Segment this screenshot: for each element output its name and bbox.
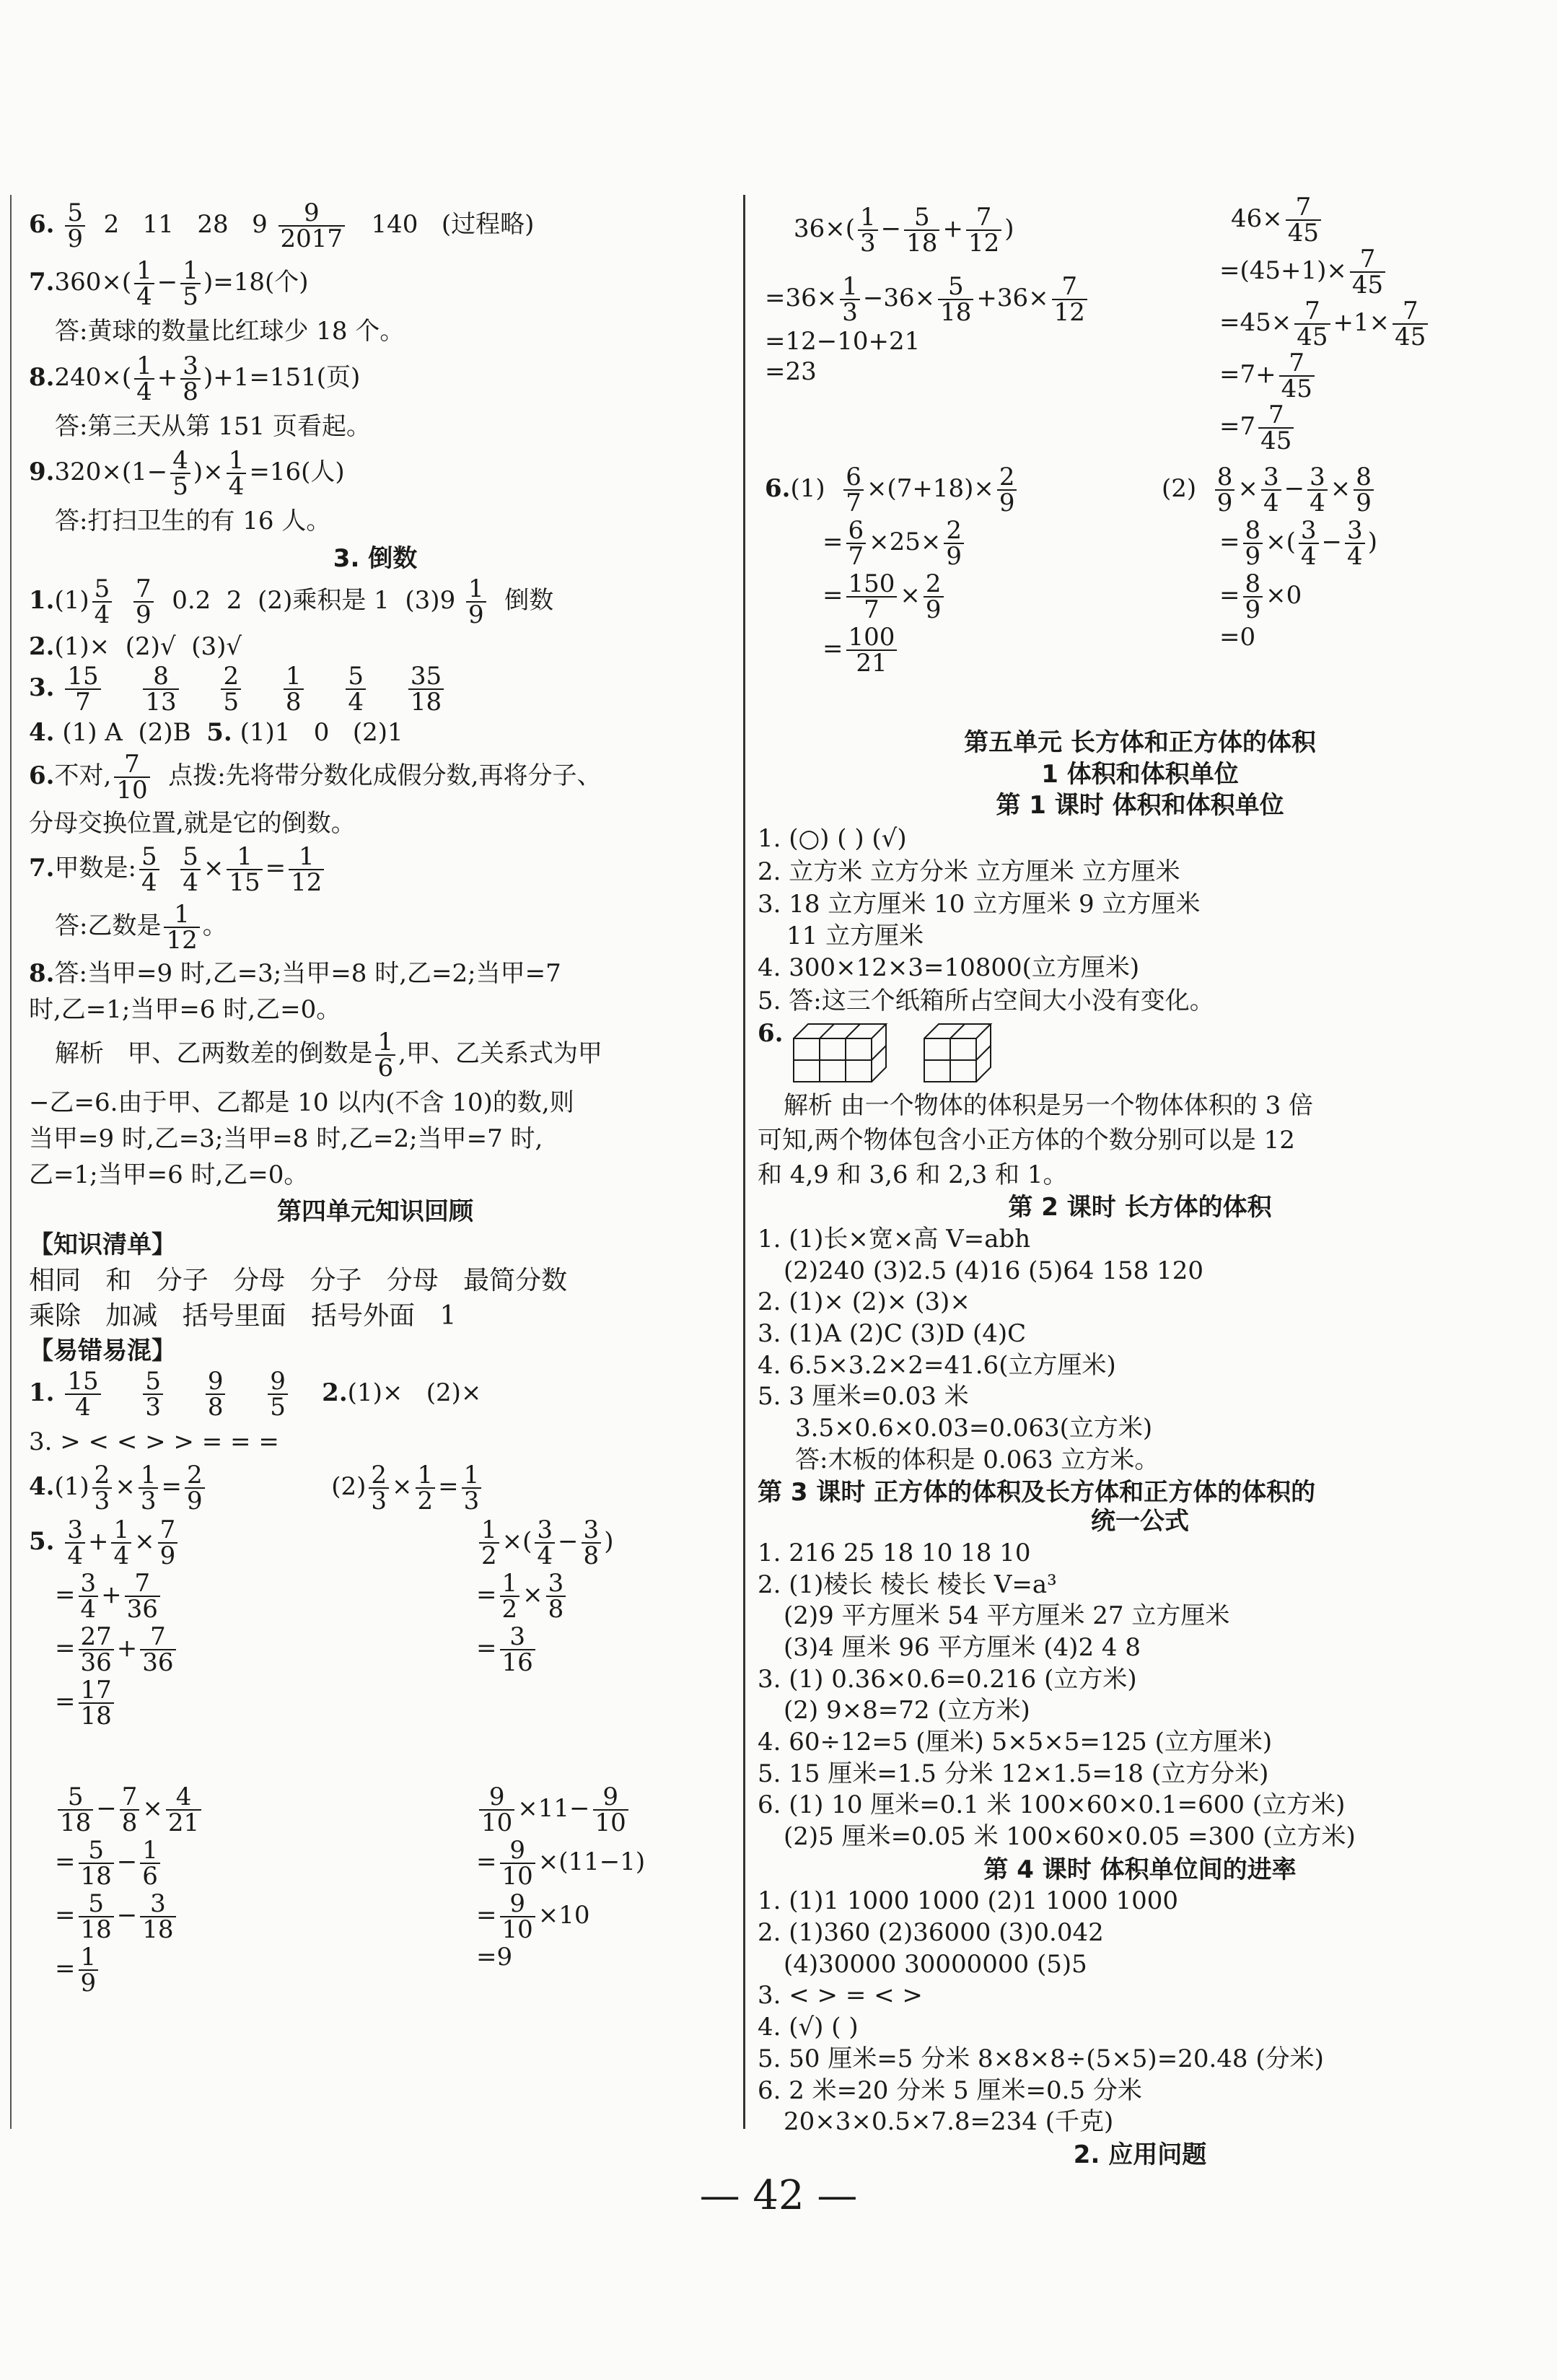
- knowledge-list-row-2: 乘除 加减 括号里面 括号外面 1: [29, 1301, 457, 1331]
- answer-9: 9.320×(1− $\frac{4}{5}$ )× $\frac{1}{4}$ =16(人): [29, 446, 345, 502]
- lesson-1-analysis-2: 可知,两个物体包含小正方体的个数分别可以是 12: [758, 1125, 1295, 1155]
- lesson-2-q4: 4. 6.5×3.2×2=41.6(立方厘米): [758, 1350, 1116, 1380]
- lesson-1-q4: 4. 300×12×3=10800(立方厘米): [758, 953, 1140, 982]
- lesson-3-q3: 3. (1) 0.36×0.6=0.216 (立方米): [758, 1664, 1137, 1694]
- left-margin-rule: [10, 195, 12, 2129]
- calc-r3-2: = $\frac{6}{7}$ ×25× $\frac{2}{9}$: [823, 518, 1019, 569]
- lesson-1-q6: 6.: [758, 1021, 1522, 1086]
- section-heading-unit4-review: 第四单元知识回顾: [277, 1197, 473, 1227]
- error-prone-label: 【易错易混】: [29, 1336, 176, 1366]
- reciprocal-8-cont: 时,乙=1;当甲=6 时,乙=0。: [29, 994, 341, 1024]
- lesson-1-q5: 5. 答:这三个纸箱所占空间大小没有变化。: [758, 986, 1214, 1015]
- reciprocal-8-analysis-4: 乙=1;当甲=6 时,乙=0。: [29, 1160, 309, 1189]
- error-4: 4.(1) $\frac{2}{3}$ × $\frac{1}{3}$ = $\frac{2}{9}$ (2) $\frac{2}{3}$ × $\frac{1}{2}$ = $\frac{1}{3}$: [29, 1463, 722, 1513]
- lesson-3-q6b: (2)5 厘米=0.05 米 100×60×0.05 =300 (立方米): [784, 1822, 1356, 1851]
- calc-5b-2: = $\frac{1}{2}$ × $\frac{3}{8}$: [476, 1571, 613, 1622]
- calc-5a-2: = $\frac{3}{4}$ + $\frac{7}{36}$: [55, 1571, 180, 1622]
- calc-5b-1: $\frac{1}{2}$ ×( $\frac{3}{4}$ − $\frac{3}{8}$ ): [476, 1518, 613, 1568]
- reciprocal-3: 3. $\frac{15}{7}$ $\frac{8}{13}$ $\frac{2}{5}$ $\frac{1}{8}$ $\frac{5}{4}$ $\frac{35}{18}$: [29, 664, 722, 714]
- reciprocal-6: 6.不对, $\frac{7}{10}$ 点拨:先将带分数化成假分数,再将分子、: [29, 750, 602, 805]
- lesson-3-q6: 6. (1) 10 厘米=0.1 米 100×60×0.1=600 (立方米): [758, 1790, 1346, 1820]
- calc-r1-2: =36× $\frac{1}{3}$ −36× $\frac{5}{18}$ +36× $\frac{7}{12}$: [765, 274, 1090, 325]
- calc-r3-4: = $\frac{100}{21}$: [823, 625, 1019, 675]
- lesson-4-q1: 1. (1)1 1000 1000 (2)1 1000 1000: [758, 1886, 1178, 1916]
- calc-5c-2: = $\frac{5}{18}$ − $\frac{1}{6}$: [55, 1838, 204, 1889]
- section-heading-unit5: 第五单元 长方体和正方体的体积: [964, 728, 1316, 757]
- calc-block-6: [758, 465, 1522, 717]
- knowledge-list-row-1: 相同 和 分子 分母 分子 分母 最简分数: [29, 1265, 568, 1295]
- calc-5c-3: = $\frac{5}{18}$ − $\frac{3}{18}$: [55, 1891, 204, 1942]
- knowledge-list-label: 【知识清单】: [29, 1230, 176, 1259]
- cube-stack-small-icon: [921, 1021, 1001, 1085]
- calc-5a-3: = $\frac{27}{36}$ + $\frac{7}{36}$: [55, 1624, 180, 1675]
- lesson-3-q2b: (2)9 平方厘米 54 平方厘米 27 立方厘米: [784, 1601, 1230, 1631]
- calc-5b-3: = $\frac{3}{16}$: [476, 1624, 613, 1675]
- calc-r2-2: =(45+1)× $\frac{7}{45}$: [1219, 247, 1431, 297]
- calc-r2-1: 46× $\frac{7}{45}$: [1231, 195, 1431, 245]
- calc-r4-2: = $\frac{8}{9}$ ×( $\frac{3}{4}$ − $\frac{3}{4}$ ): [1219, 516, 1377, 571]
- calc-block-top: [758, 195, 1522, 455]
- calc-r1-1: 36×( $\frac{1}{3}$ − $\frac{5}{18}$ + $\frac{7}{12}$ ): [794, 203, 1014, 258]
- lesson-3-heading: 第 3 课时 正方体的体积及长方体和正方体的体积的: [758, 1478, 1316, 1508]
- answer-7: 7.360×( $\frac{1}{4}$ − $\frac{1}{5}$ )=18(个): [29, 256, 309, 311]
- lesson-3-q4: 4. 60÷12=5 (厘米) 5×5×5=125 (立方厘米): [758, 1727, 1273, 1756]
- column-divider: [743, 195, 745, 2129]
- reciprocal-7-answer: 答:乙数是 $\frac{1}{12}$ 。: [55, 899, 227, 955]
- calc-r3-1: 6.(1) $\frac{6}{7}$ ×(7+18)× $\frac{2}{9}$: [765, 465, 1019, 515]
- calc-r4-4: =0: [1219, 623, 1256, 652]
- lesson-4-q6: 6. 2 米=20 分米 5 厘米=0.5 分米: [758, 2075, 1142, 2105]
- calc-5a-4: = $\frac{17}{18}$: [55, 1678, 180, 1728]
- error-1-2: 1. $\frac{15}{4}$ $\frac{5}{3}$ $\frac{9}{8}$ $\frac{9}{5}$ 2.(1)× (2)×: [29, 1366, 482, 1422]
- section-heading-application: 2. 应用问题: [1073, 2140, 1207, 2169]
- lesson-1-analysis-1: 解析 由一个物体的体积是另一个物体体积的 3 倍: [784, 1091, 1314, 1121]
- reciprocal-8-analysis: 解析 甲、乙两数差的倒数是 $\frac{1}{6}$ ,甲、乙关系式为甲: [55, 1028, 602, 1083]
- calc-r4-3: = $\frac{8}{9}$ ×0: [1219, 569, 1302, 624]
- calc-r3-3: = $\frac{150}{7}$ × $\frac{2}{9}$: [823, 572, 1019, 622]
- page-number: — 42 —: [699, 2172, 858, 2219]
- calc-r2-3: =45× $\frac{7}{45}$ +1× $\frac{7}{45}$: [1219, 299, 1431, 349]
- lesson-4-heading: 第 4 课时 体积单位间的进率: [983, 1855, 1297, 1884]
- lesson-4-q4: 4. (√) ( ): [758, 2013, 859, 2042]
- reciprocal-7: 7.甲数是: $\frac{5}{4}$ $\frac{5}{4}$ × $\frac{1}{15}$ = $\frac{1}{12}$: [29, 844, 722, 895]
- lesson-4-q5: 5. 50 厘米=5 分米 8×8×8÷(5×5)=20.48 (分米): [758, 2044, 1324, 2073]
- calc-5d-1: $\frac{9}{10}$ ×11− $\frac{9}{10}$: [476, 1785, 645, 1835]
- error-5-calculations: [29, 1515, 722, 2016]
- lesson-2-q5c: 答:木板的体积是 0.063 立方米。: [795, 1445, 1159, 1474]
- lesson-4-q2b: (4)30000 30000000 (5)5: [784, 1949, 1087, 1979]
- calc-5d-2: = $\frac{9}{10}$ ×(11−1): [476, 1835, 646, 1891]
- lesson-4-q2: 2. (1)360 (2)36000 (3)0.042: [758, 1918, 1104, 1948]
- left-column: [29, 195, 722, 2016]
- cube-stack-large-icon: [791, 1021, 899, 1085]
- lesson-2-q3: 3. (1)A (2)C (3)D (4)C: [758, 1319, 1027, 1348]
- answer-7-text: 答:黄球的数量比红球少 18 个。: [55, 317, 405, 346]
- answer-9-text: 答:打扫卫生的有 16 人。: [55, 507, 331, 536]
- answer-6: 6. $\frac{5}{9}$ 2 11 28 9 $\frac{9}{2017}$ 140 (过程略): [29, 198, 535, 253]
- lesson-2-q1b: (2)240 (3)2.5 (4)16 (5)64 158 120: [784, 1256, 1203, 1285]
- lesson-2-q2: 2. (1)× (2)× (3)×: [758, 1287, 970, 1317]
- calc-5d-3: = $\frac{9}{10}$ ×10: [476, 1889, 590, 1944]
- reciprocal-4-5: 4. (1) A (2)B 5. (1)1 0 (2)1: [29, 718, 403, 748]
- lesson-3-heading-cont: 统一公式: [1091, 1507, 1189, 1536]
- lesson-3-q5: 5. 15 厘米=1.5 分米 12×1.5=18 (立方分米): [758, 1759, 1269, 1788]
- section-heading-volume: 1 体积和体积单位: [1041, 759, 1239, 789]
- answer-8-text: 答:第三天从第 151 页看起。: [55, 411, 371, 441]
- fraction: $\frac{9}{2017}$: [278, 201, 346, 251]
- right-column: [758, 195, 1522, 2169]
- calc-5c-1: $\frac{5}{18}$ − $\frac{7}{8}$ × $\frac{4}{21}$: [55, 1785, 204, 1835]
- reciprocal-8-analysis-3: 当甲=9 时,乙=3;当甲=8 时,乙=2;当甲=7 时,: [29, 1124, 543, 1153]
- lesson-3-q2c: (3)4 厘米 96 平方厘米 (4)2 4 8: [784, 1632, 1141, 1662]
- lesson-3-q3b: (2) 9×8=72 (立方米): [784, 1696, 1030, 1725]
- calc-r1-4: =23: [765, 356, 817, 386]
- calc-r2-5: =7 $\frac{7}{45}$: [1219, 403, 1431, 453]
- lesson-1-q3: 3. 18 立方厘米 10 立方厘米 9 立方厘米: [758, 890, 1201, 919]
- reciprocal-1: 1.(1) $\frac{5}{4}$ $\frac{7}{9}$ 0.2 2 (2)乘积是 1 (3)9 $\frac{1}{9}$ 倒数: [29, 574, 554, 629]
- error-3: 3. > < < > > = = =: [29, 1427, 279, 1456]
- lesson-4-q6b: 20×3×0.5×7.8=234 (千克): [784, 2107, 1114, 2137]
- lesson-1-analysis-3: 和 4,9 和 3,6 和 2,3 和 1。: [758, 1160, 1068, 1189]
- lesson-2-heading: 第 2 课时 长方体的体积: [1008, 1193, 1272, 1222]
- lesson-4-q3: 3. < > = < >: [758, 1981, 923, 2011]
- calc-r2-4: =7+ $\frac{7}{45}$: [1219, 351, 1431, 401]
- calc-5d-4: =9: [476, 1942, 513, 1972]
- reciprocal-6-cont: 分母交换位置,就是它的倒数。: [29, 809, 356, 839]
- calc-r1-3: =12−10+21: [765, 327, 921, 356]
- lesson-1-q2: 2. 立方米 立方分米 立方厘米 立方厘米: [758, 857, 1180, 886]
- lesson-2-q1: 1. (1)长×宽×高 V=abh: [758, 1224, 1031, 1254]
- lesson-2-q5: 5. 3 厘米=0.03 米: [758, 1382, 969, 1412]
- fraction: $\frac{5}{9}$: [65, 201, 85, 251]
- lesson-3-q1: 1. 216 25 18 10 18 10: [758, 1538, 1031, 1567]
- reciprocal-8-analysis-2: −乙=6.由于甲、乙都是 10 以内(不含 10)的数,则: [29, 1088, 574, 1118]
- calc-5a-1: 5. $\frac{3}{4}$ + $\frac{1}{4}$ × $\frac{7}{9}$: [29, 1518, 180, 1568]
- lesson-1-q3b: 11 立方厘米: [786, 922, 924, 951]
- lesson-1-heading: 第 1 课时 体积和体积单位: [996, 791, 1284, 821]
- lesson-3-q2: 2. (1)棱长 棱长 棱长 V=a³: [758, 1570, 1057, 1599]
- section-heading-reciprocal: 3. 倒数: [333, 544, 418, 574]
- calc-r4-1: (2) $\frac{8}{9}$ × $\frac{3}{4}$ − $\frac{3}{4}$ × $\frac{8}{9}$: [1162, 465, 1377, 515]
- reciprocal-2: 2.(1)× (2)√ (3)√: [29, 631, 242, 661]
- reciprocal-8: 8.答:当甲=9 时,乙=3;当甲=8 时,乙=2;当甲=7: [29, 958, 561, 988]
- lesson-1-q1: 1. (○) ( ) (√): [758, 824, 907, 854]
- calc-5c-4: = $\frac{1}{9}$: [55, 1945, 204, 1995]
- answer-8: 8.240×( $\frac{1}{4}$ + $\frac{3}{8}$ )+1=151(页): [29, 351, 361, 406]
- lesson-2-q5b: 3.5×0.6×0.03=0.063(立方米): [795, 1414, 1153, 1443]
